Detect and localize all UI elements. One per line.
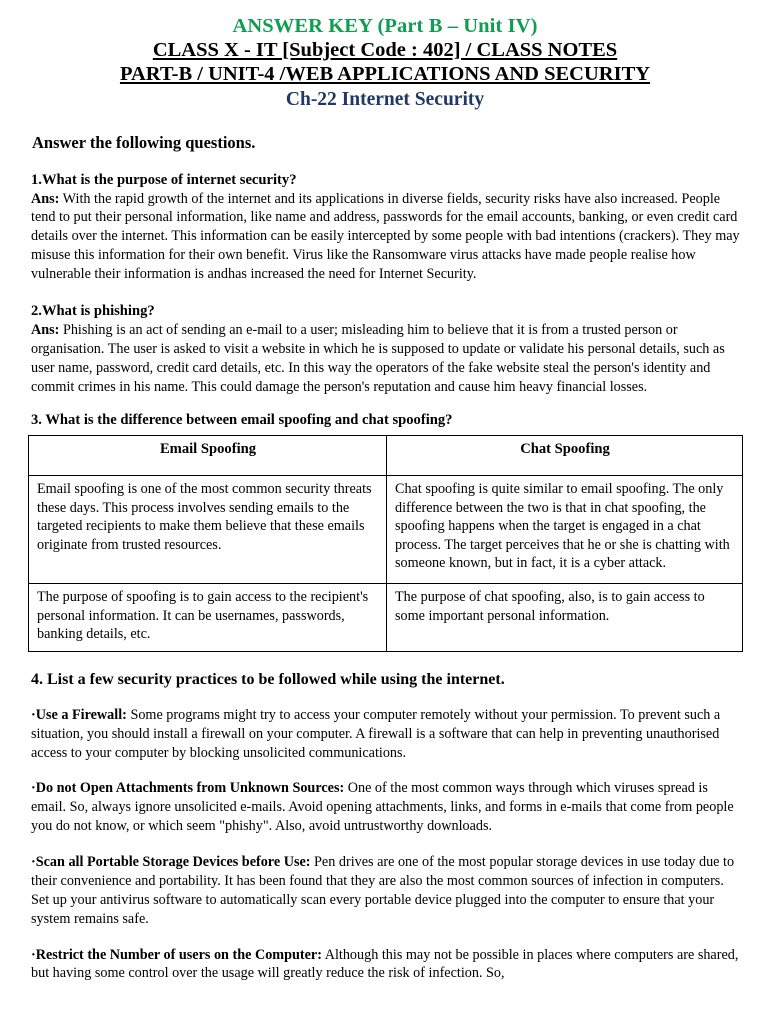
table-row [29, 584, 743, 651]
table-cell-chat-purpose: The purpose of chat spoofing, also, is to gain access to some important personal information. [387, 584, 743, 651]
practice-description: Pen drives are one of the most popular storage devices in use today due to their convenience and portability. It has been found that they are also the most common sources of infection in computers. Set up your antivirus software to automatically scan every portable device plugged into the computer to ensure that your system remains safe. [31, 854, 735, 927]
question-2-answer [31, 321, 740, 397]
class-subject-title: CLASS X - IT [Subject Code : 402] / CLASS NOTES [152, 39, 618, 62]
table-cell-chat-definition: Chat spoofing is quite similar to email spoofing. The only difference between the two is that in chat spoofing, the spoofing happens when the target is engaged in a chat process. The target perceives that he or she is chatting with someone known, but in fact, it is a cyber attack. [387, 476, 743, 584]
question-4-heading: 4. List a few security practices to be followed while using the internet. [31, 670, 505, 688]
list-item [31, 706, 740, 763]
answer-label: Ans: [31, 321, 60, 338]
list-item [31, 946, 740, 984]
question-1-heading: 1.What is the purpose of internet security? [31, 171, 297, 188]
section-heading: Answer the following questions. [32, 132, 256, 152]
answer-body: Phishing is an act of sending an e-mail to a user; misleading him to believe that it is from a trusted person or organisation. The user is asked to visit a website in which he is supposed to update or validate his personal details, such as user name, password, credit card details, etc. In this way the operators of the fake website steal the person's identity and commit crimes in his name. This could damage the person's reputation and cause him heavy financial losses. [31, 321, 725, 395]
table-header-chat-spoofing: Chat Spoofing [387, 436, 743, 476]
bullet-icon: · [31, 854, 36, 871]
table-header-email-spoofing: Email Spoofing [29, 436, 387, 476]
practice-description: One of the most common ways through which viruses spread is email. So, always ignore unsolicited e-mails. Avoid opening attachments, links, and forms in e-mails that come from people you do not know, or which seem "phishy". Also, avoid untrustworthy downloads. [31, 780, 734, 835]
table-header-row [29, 436, 743, 476]
practice-description: Although this may not be possible in places where computers are shared, but having some control over the usage will greatly reduce the risk of infection. So, [31, 946, 739, 982]
chapter-title: Ch-22 Internet Security [285, 88, 485, 110]
practice-title: Scan all Portable Storage Devices before Use: [35, 854, 311, 871]
practice-title: Restrict the Number of users on the Computer: [35, 946, 322, 963]
practice-title: Do not Open Attachments from Unknown Sources: [35, 780, 345, 797]
question-2-heading: 2.What is phishing? [31, 302, 155, 319]
part-unit-title: PART-B / UNIT-4 /WEB APPLICATIONS AND SECURITY [119, 63, 651, 86]
table-cell-email-definition: Email spoofing is one of the most common security threats these days. This process involves sending emails to the targeted recipients to make them believe that these emails originate from trusted resources. [29, 476, 387, 584]
document-title-block [28, 14, 742, 111]
answer-body: With the rapid growth of the internet and its applications in diverse fields, security risks have also increased. People tend to put their personal information, like name and address, passwords for the email accounts, banking, or even credit card details over the internet. This information can be easily intercepted by some people with bad intentions (crackers). They may misuse this information for their own benefit. Virus like the Ransomware virus attacks have made people realise how vulnerable their information is andhas increased the need for Internet Security. [31, 190, 740, 283]
table-row [29, 476, 743, 584]
question-1-answer [31, 190, 740, 284]
bullet-icon: · [31, 946, 36, 963]
table-cell-email-purpose: The purpose of spoofing is to gain access to the recipient's personal information. It can be usernames, passwords, banking details, etc. [29, 584, 387, 651]
list-item [31, 853, 740, 929]
answer-key-title: ANSWER KEY (Part B – Unit IV) [232, 15, 538, 37]
practice-description: Some programs might try to access your computer remotely without your permission. To prevent such a situation, you should install a firewall on your computer. A firewall is a software that can help in preventing unauthorised access to your computer by blocking unsolicited communications. [31, 706, 721, 761]
bullet-icon: · [31, 706, 36, 723]
list-item [31, 779, 740, 836]
spoofing-comparison-table [28, 435, 743, 651]
bullet-icon: · [31, 780, 36, 797]
practice-title: Use a Firewall: [35, 706, 127, 723]
answer-label: Ans: [31, 190, 60, 207]
question-3-heading: 3. What is the difference between email spoofing and chat spoofing? [31, 412, 453, 429]
